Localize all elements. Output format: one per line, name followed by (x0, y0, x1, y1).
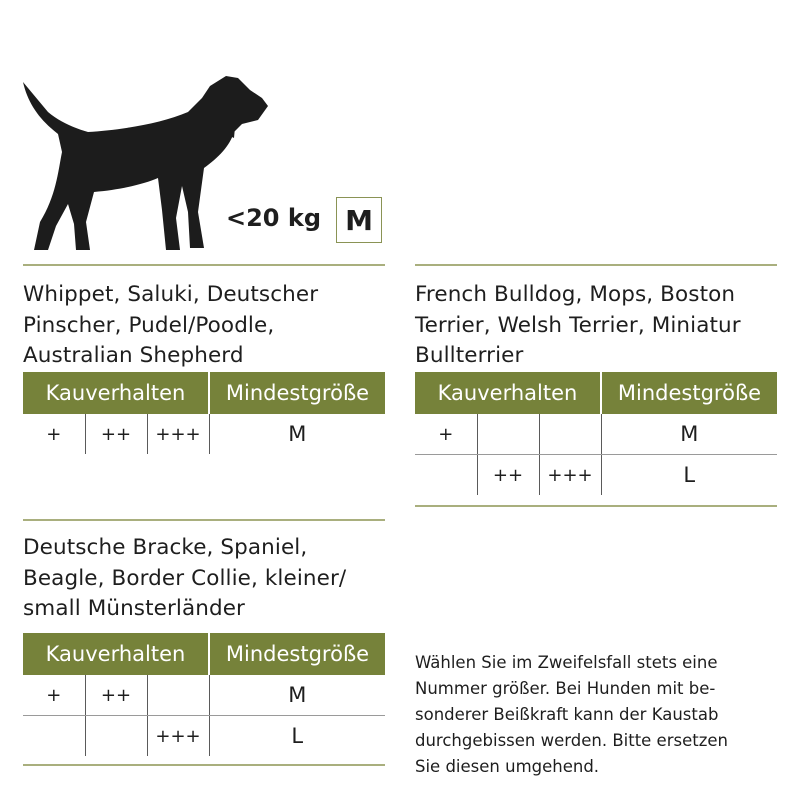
header-mindestgroesse: Mindestgröße (209, 372, 385, 414)
breed-section-2 (415, 264, 777, 507)
breed-list: French Bulldog, Mops, Boston Terrier, Welsh Terrier, Miniatur Bullterrier (415, 282, 741, 368)
table-row: + ++ +++ M (23, 414, 385, 454)
section-divider (415, 264, 777, 266)
table-row: + ++ M (23, 675, 385, 716)
breed-section-1 (23, 264, 385, 454)
chew-table (23, 372, 385, 454)
header-mindestgroesse: Mindestgröße (209, 633, 385, 675)
breed-list: Whippet, Saluki, Deutscher Pinscher, Pudel/Poodle, Australian Shepherd (23, 282, 319, 368)
table-row: +++ L (23, 716, 385, 757)
table-row: ++ +++ L (415, 455, 777, 496)
advice-note: Wählen Sie im Zweifelsfall stets eine Nummer größer. Bei Hunden mit be- sonderer Beißkraft kann der Kaustab durchgebissen werden. Bitte ersetzen Sie diesen umgehend. (415, 653, 728, 776)
breed-section-3 (23, 519, 385, 766)
header-kauverhalten: Kauverhalten (23, 633, 209, 675)
weight-label: <20 kg (226, 204, 322, 232)
chew-table (415, 372, 777, 495)
header-kauverhalten: Kauverhalten (23, 372, 209, 414)
section-divider (23, 764, 385, 766)
section-divider (415, 505, 777, 507)
section-divider (23, 264, 385, 266)
header-mindestgroesse: Mindestgröße (601, 372, 777, 414)
table-row: + M (415, 414, 777, 455)
breed-list: Deutsche Bracke, Spaniel, Beagle, Border Collie, kleiner/ small Münsterländer (23, 535, 347, 621)
size-badge: M (336, 197, 382, 243)
header-kauverhalten: Kauverhalten (415, 372, 601, 414)
chew-table (23, 633, 385, 756)
